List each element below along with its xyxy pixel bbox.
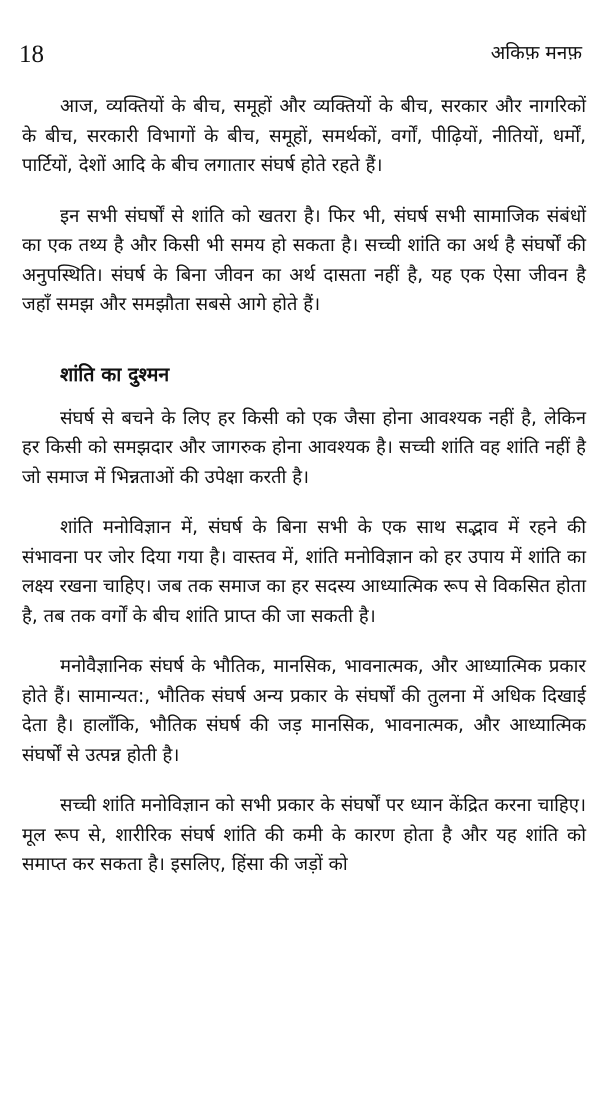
page-number: 18 [19,41,44,68]
section-heading: शांति का दुश्मन [60,362,170,386]
paragraph: आज, व्यक्तियों के बीच, समूहों और व्यक्तियों के बीच, सरकार और नागरिकों के बीच, सरकारी विभागों के बीच, समूहों, समर्थकों, वर्गों, पीढ़ियों, नीतियों, धर्मों, पार्टियों, देशों आदि के बीच लगातार संघर्ष होते रहते हैं। [22,96,586,176]
paragraph: शांति मनोविज्ञान में, संघर्ष के बिना सभी के एक साथ सद्भाव में रहने की संभावना पर जोर दिया गया है। वास्तव में, शांति मनोविज्ञान को हर उपाय में शांति का लक्ष्य रखना चाहिए। जब तक समाज का हर सदस्य आध्यात्मिक रूप से विकसित होता है, तब तक वर्गों के बीच शांति प्राप्त की जा सकती है। [22,517,586,627]
paragraph: सच्ची शांति मनोविज्ञान को सभी प्रकार के संघर्षों पर ध्यान केंद्रित करना चाहिए। मूल रूप से, शारीरिक संघर्ष शांति की कमी के कारण होता है और यह शांति को समाप्त कर सकता है। इसलिए, हिंसा की जड़ों को [22,795,586,875]
paragraph: संघर्ष से बचने के लिए हर किसी को एक जैसा होना आवश्यक नहीं है, लेकिन हर किसी को समझदार और जागरुक होना आवश्यक है। सच्ची शांति वह शांति नहीं है जो समाज में भिन्नताओं की उपेक्षा करती है। [22,407,586,488]
paragraph: मनोवैज्ञानिक संघर्ष के भौतिक, मानसिक, भावनात्मक, और आध्यात्मिक प्रकार होते हैं। सामान्यत:, भौतिक संघर्ष अन्य प्रकार के संघर्षों की तुलना में अधिक दिखाई देता है। हालाँकि, भौतिक संघर्ष की जड़ मानसिक, भावनात्मक, और आध्यात्मिक संघर्षों से उत्पन्न होती है। [22,656,586,766]
paragraph: इन सभी संघर्षों से शांति को खतरा है। फिर भी, संघर्ष सभी सामाजिक संबंधों का एक तथ्य है और किसी भी समय हो सकता है। सच्ची शांति का अर्थ है संघर्षों की अनुपस्थिति। संघर्ष के बिना जीवन का अर्थ दासता नहीं है, यह एक ऐसा जीवन है जहाँ समझ और समझौता सबसे आगे होते हैं। [22,205,586,315]
running-header-title: अकिफ़ मनफ़ [490,42,582,64]
body-text [22,92,586,901]
